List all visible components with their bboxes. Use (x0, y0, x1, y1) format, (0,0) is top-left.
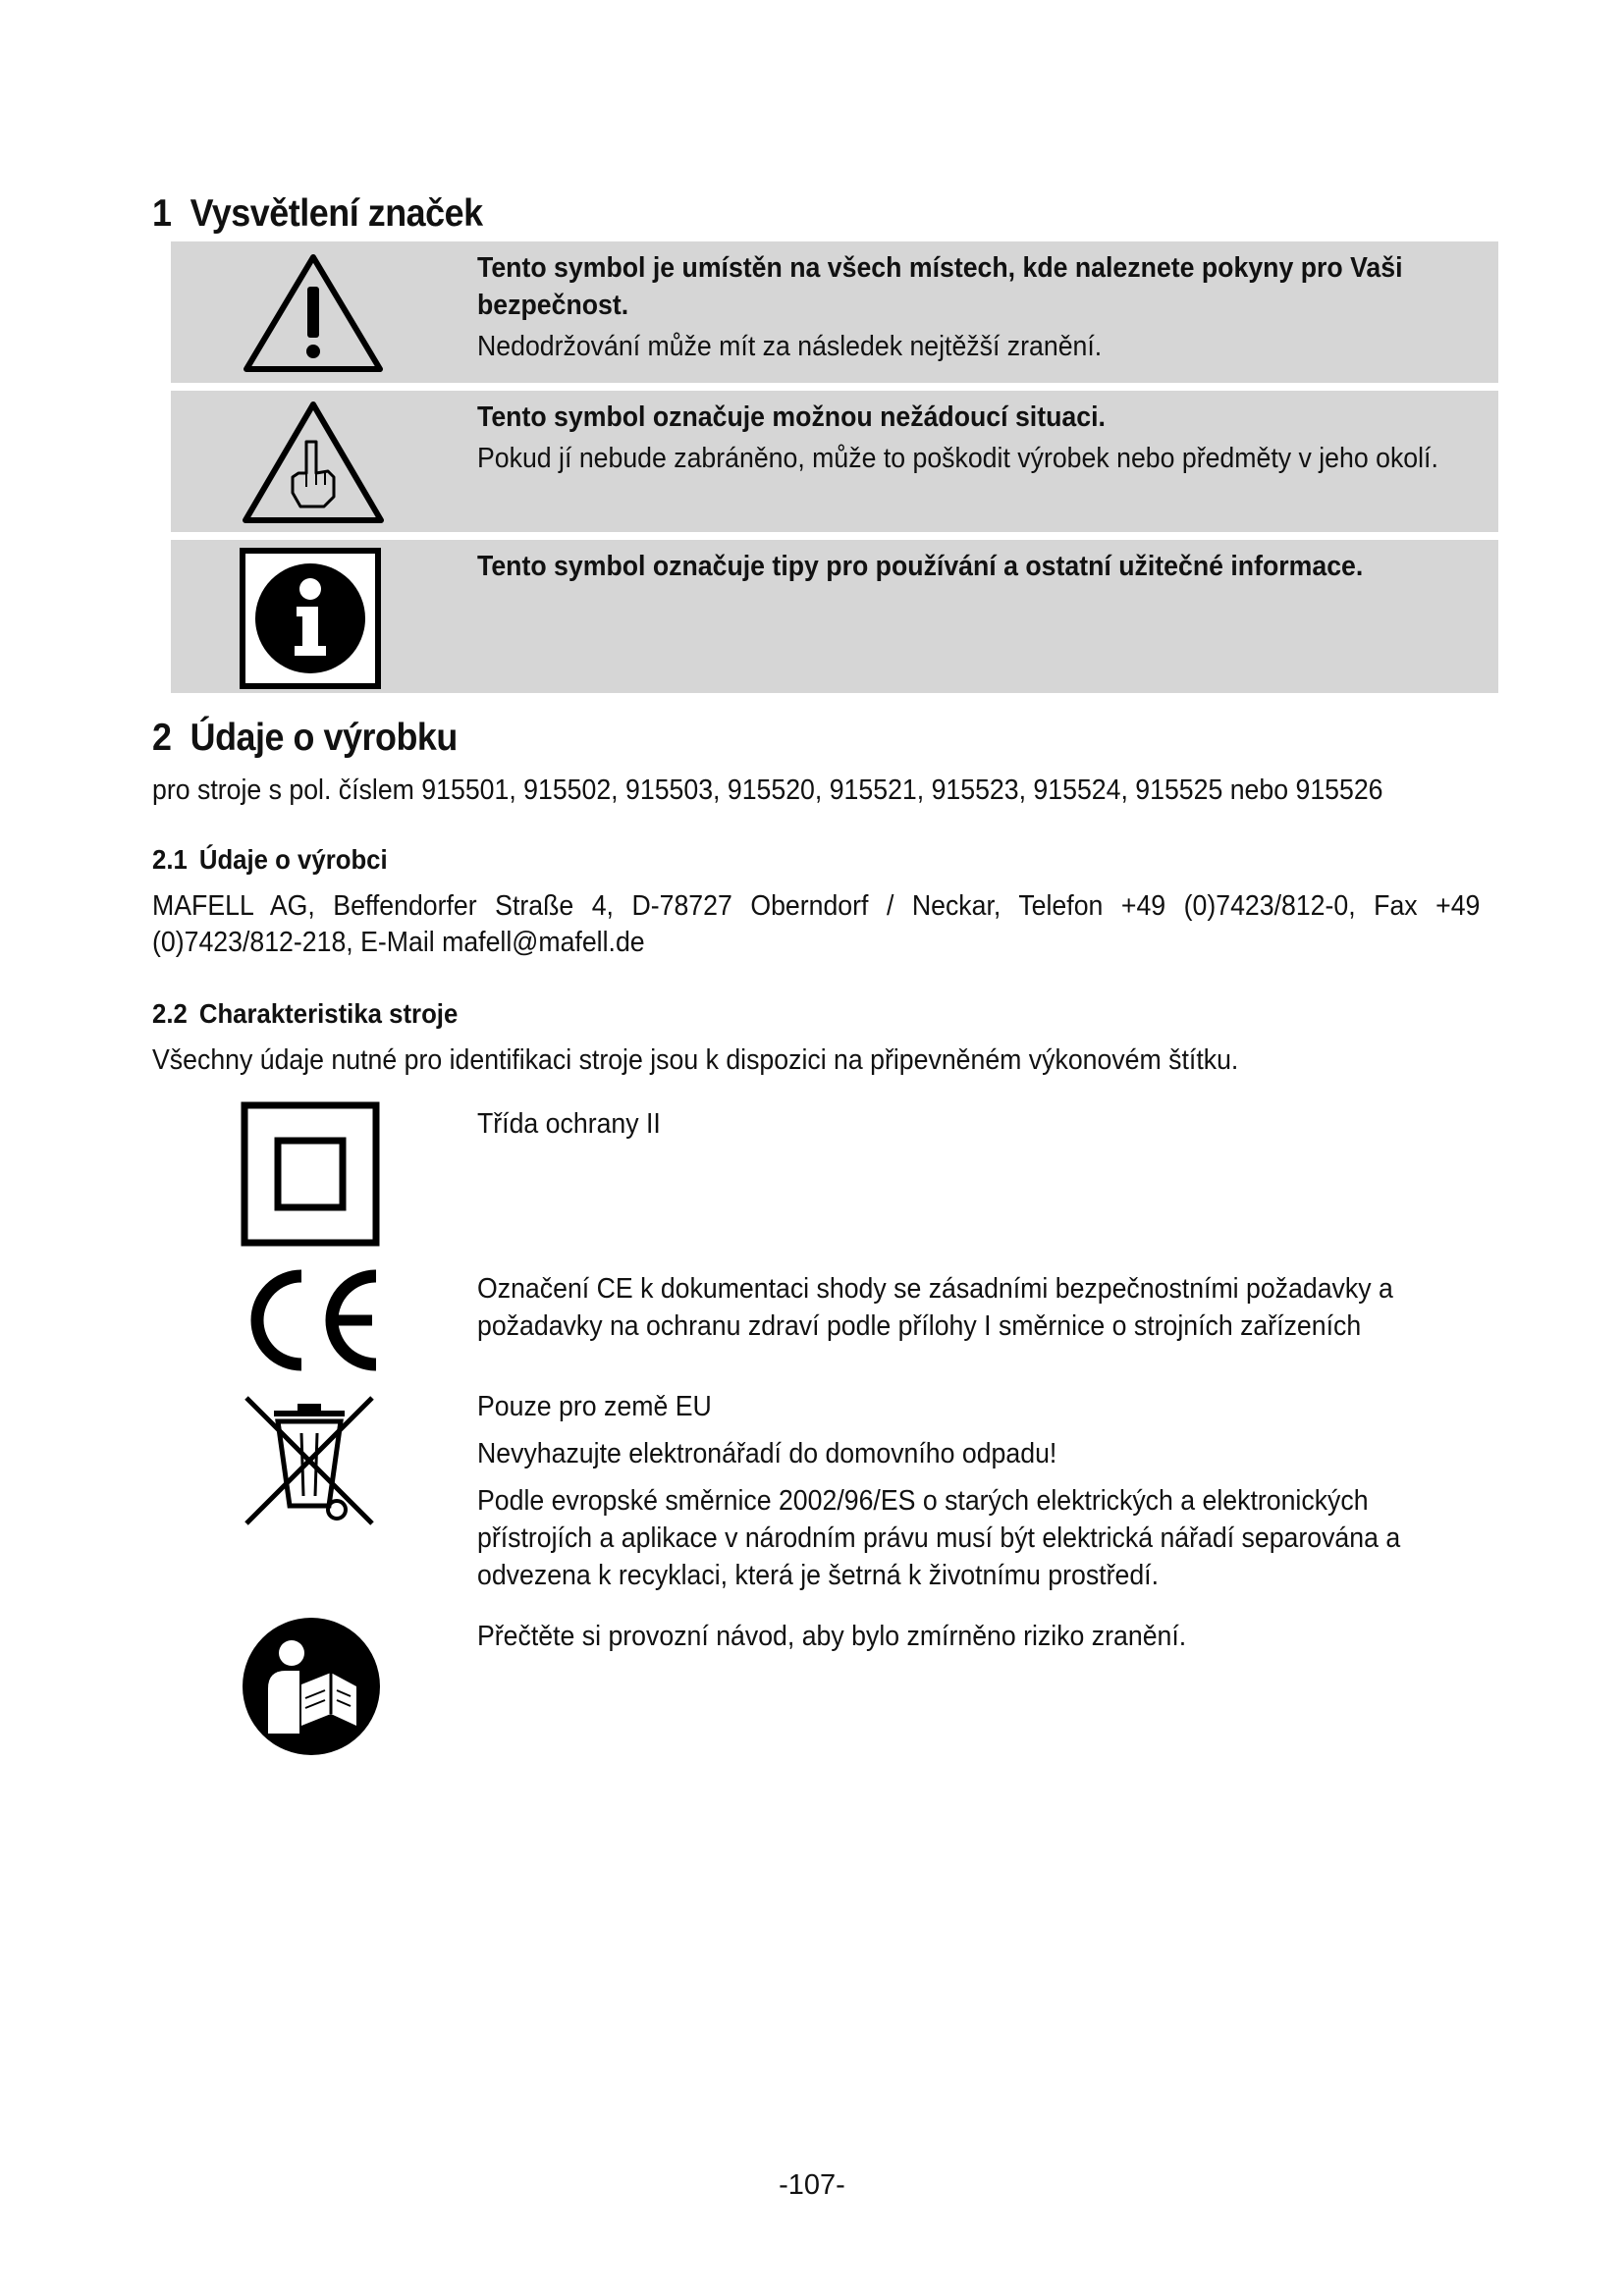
symbol-description (477, 1105, 1453, 1152)
symbol-text-line: Označení CE k dokumentaci shody se zásadními bezpečnostními požadavky a požadavky na ochranu zdraví podle přílohy I směrnice o strojních zařízeních (477, 1273, 1393, 1342)
symbol-description (477, 1388, 1453, 1604)
subsection-title: Údaje o výrobci (198, 844, 388, 875)
subsection-title: Charakteristika stroje (198, 998, 459, 1029)
section-number: 2 (152, 717, 172, 759)
subsection-number: 2.2 (152, 998, 188, 1029)
section-title: Údaje o výrobku (189, 717, 458, 759)
info-icon (240, 548, 381, 694)
warning-triangle-icon (240, 249, 387, 380)
symbol-text-line: Přečtěte si provozní návod, aby bylo zmírněno riziko zranění. (477, 1621, 1187, 1652)
subsection-number: 2.1 (152, 844, 188, 875)
symbol-text-line: Podle evropské směrnice 2002/96/ES o starých elektrických a elektronických přístrojích a aplikace v národním právu musí být elektrická nářadí separována a odvezena k recyklaci, která je šetrná k životnímu prostředí. (477, 1485, 1401, 1591)
caution-hand-triangle-icon (240, 399, 387, 531)
subsection-2-2-heading (152, 998, 458, 1030)
weee-crossed-bin-icon (241, 1390, 378, 1534)
symbol-description (477, 1618, 1453, 1665)
symbol-box-info (171, 540, 1498, 693)
symbol-box-warning (171, 241, 1498, 383)
ce-mark-icon (241, 1266, 388, 1379)
manufacturer-text: MAFELL AG, Beffendorfer Straße 4, D-78727 Oberndorf / Neckar, Telefon +49 (0)7423/812-0, Fax +49 (0)7423/812-218, E-Mail mafell@mafell.de (152, 890, 1481, 958)
symbol-box-caution (171, 391, 1498, 532)
section-2-heading (152, 717, 458, 760)
machine-characteristics-text: Všechny údaje nutné pro identifikaci stroje jsou k dispozici na připevněném výkonovém štítku. (152, 1044, 1239, 1076)
read-manual-icon (241, 1616, 382, 1762)
symbol-text-line: Pouze pro země EU (477, 1391, 712, 1422)
box-normal-text: Nedodržování může mít za následek nejtěžší zranění. (477, 331, 1103, 362)
box-bold-text: Tento symbol je umístěn na všech místech, kde naleznete pokyny pro Vaši bezpečnost. (477, 252, 1403, 321)
box-normal-text: Pokud jí nebude zabráněno, může to poškodit výrobek nebo předměty v jeho okolí. (477, 443, 1438, 474)
subsection-2-1-heading (152, 844, 388, 876)
protection-class-ii-icon (241, 1101, 380, 1252)
symbol-description (477, 1270, 1453, 1355)
section-title: Vysvětlení značek (189, 192, 483, 235)
box-bold-text: Tento symbol označuje možnou nežádoucí situaci. (477, 401, 1106, 433)
section-number: 1 (152, 192, 172, 235)
box-bold-text: Tento symbol označuje tipy pro používání a ostatní užitečné informace. (477, 551, 1364, 582)
page-number: -107- (779, 2169, 845, 2201)
product-intro: pro stroje s pol. číslem 915501, 915502, 915503, 915520, 915521, 915523, 915524, 915525 nebo 915526 (152, 774, 1383, 806)
section-1-heading (152, 192, 483, 236)
symbol-text-line: Třída ochrany II (477, 1108, 661, 1140)
symbol-text-line: Nevyhazujte elektronářadí do domovního odpadu! (477, 1438, 1057, 1469)
